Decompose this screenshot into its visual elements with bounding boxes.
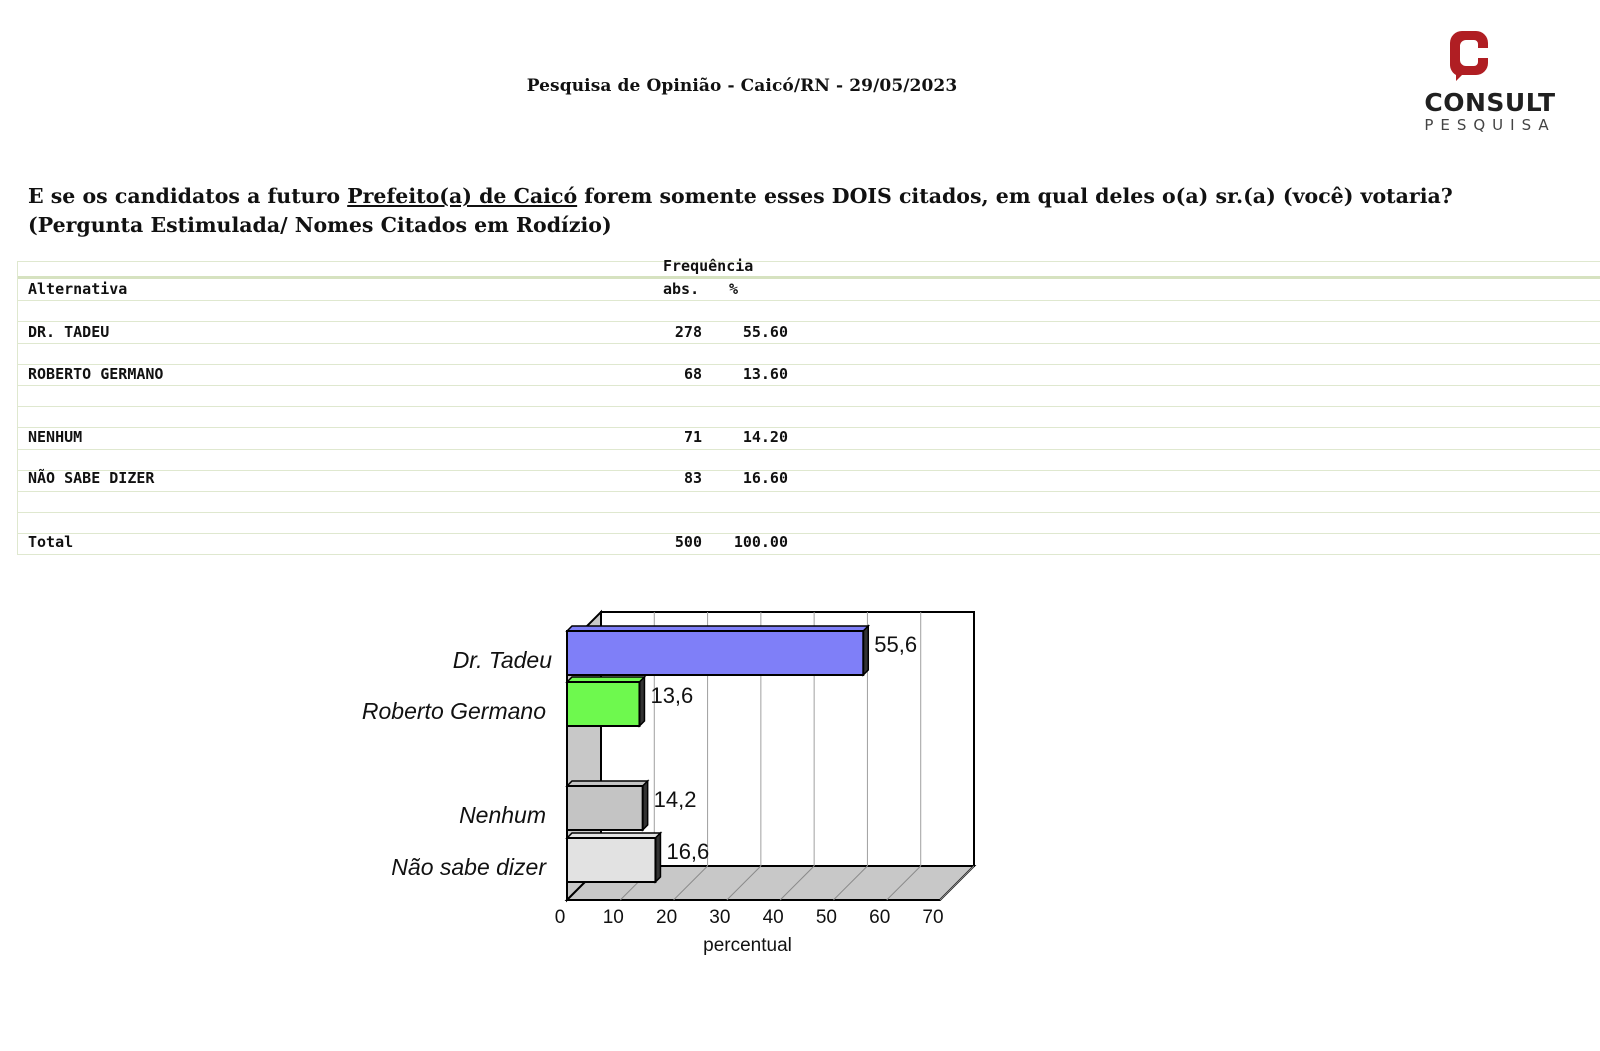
table-total-abs: 500 xyxy=(674,533,702,551)
question-part-1: E se os candidatos a futuro xyxy=(28,184,348,208)
table-total-pct: 100.00 xyxy=(733,533,788,551)
table-row-label: NENHUM xyxy=(28,428,83,446)
x-tick-label: 20 xyxy=(656,907,678,928)
table-row-pct: 55.60 xyxy=(742,323,788,341)
x-tick-label: 70 xyxy=(922,907,944,928)
bar-value-label: 13,6 xyxy=(650,683,694,708)
column-group-header: Frequência xyxy=(663,257,754,275)
bar xyxy=(567,682,639,726)
x-tick-label: 50 xyxy=(815,907,837,928)
category-label: Dr. Tadeu xyxy=(452,647,552,673)
bar-value-label: 55,6 xyxy=(874,632,918,657)
table-row-pct: 14.20 xyxy=(742,428,788,446)
table-row-label: NÃO SABE DIZER xyxy=(28,469,155,487)
table-row-pct: 16.60 xyxy=(742,469,788,487)
logo-subtitle: PESQUISA xyxy=(1424,116,1556,134)
column-header-alternativa: Alternativa xyxy=(28,280,128,298)
table-row-abs: 278 xyxy=(674,323,702,341)
question-line-2: (Pergunta Estimulada/ Nomes Citados em Rodízio) xyxy=(28,213,612,237)
table-row-abs: 68 xyxy=(683,365,702,383)
category-label: Não sabe dizer xyxy=(391,854,546,880)
table-row-label: DR. TADEU xyxy=(28,323,110,341)
x-tick-label: 40 xyxy=(762,907,784,928)
column-header-abs: abs. xyxy=(663,280,700,298)
bar-value-label: 16,6 xyxy=(666,839,710,864)
table-row-abs: 83 xyxy=(683,469,702,487)
table-total-label: Total xyxy=(28,533,74,551)
x-tick-label: 0 xyxy=(554,907,566,928)
category-label: Nenhum xyxy=(459,802,546,828)
table-row-label: ROBERTO GERMANO xyxy=(28,365,164,383)
x-tick-label: 30 xyxy=(709,907,731,928)
x-tick-label: 10 xyxy=(602,907,624,928)
report-title: Pesquisa de Opinião - Caicó/RN - 29/05/2023 xyxy=(526,76,958,96)
bar xyxy=(567,786,643,830)
table-row-abs: 71 xyxy=(683,428,702,446)
question-part-2: forem somente esses DOIS citados, em qual deles o(a) sr.(a) (você) votaria? xyxy=(577,184,1453,208)
bar-value-label: 14,2 xyxy=(653,787,697,812)
table-row-pct: 13.60 xyxy=(742,365,788,383)
logo-word: CONSULT xyxy=(1424,88,1556,117)
question-underlined: Prefeito(a) de Caicó xyxy=(347,184,578,208)
bar xyxy=(567,838,655,882)
x-tick-label: 60 xyxy=(869,907,891,928)
category-label: Roberto Germano xyxy=(361,698,546,724)
x-axis-label: percentual xyxy=(703,935,792,956)
bar xyxy=(567,631,863,675)
column-header-pct: % xyxy=(729,280,739,298)
